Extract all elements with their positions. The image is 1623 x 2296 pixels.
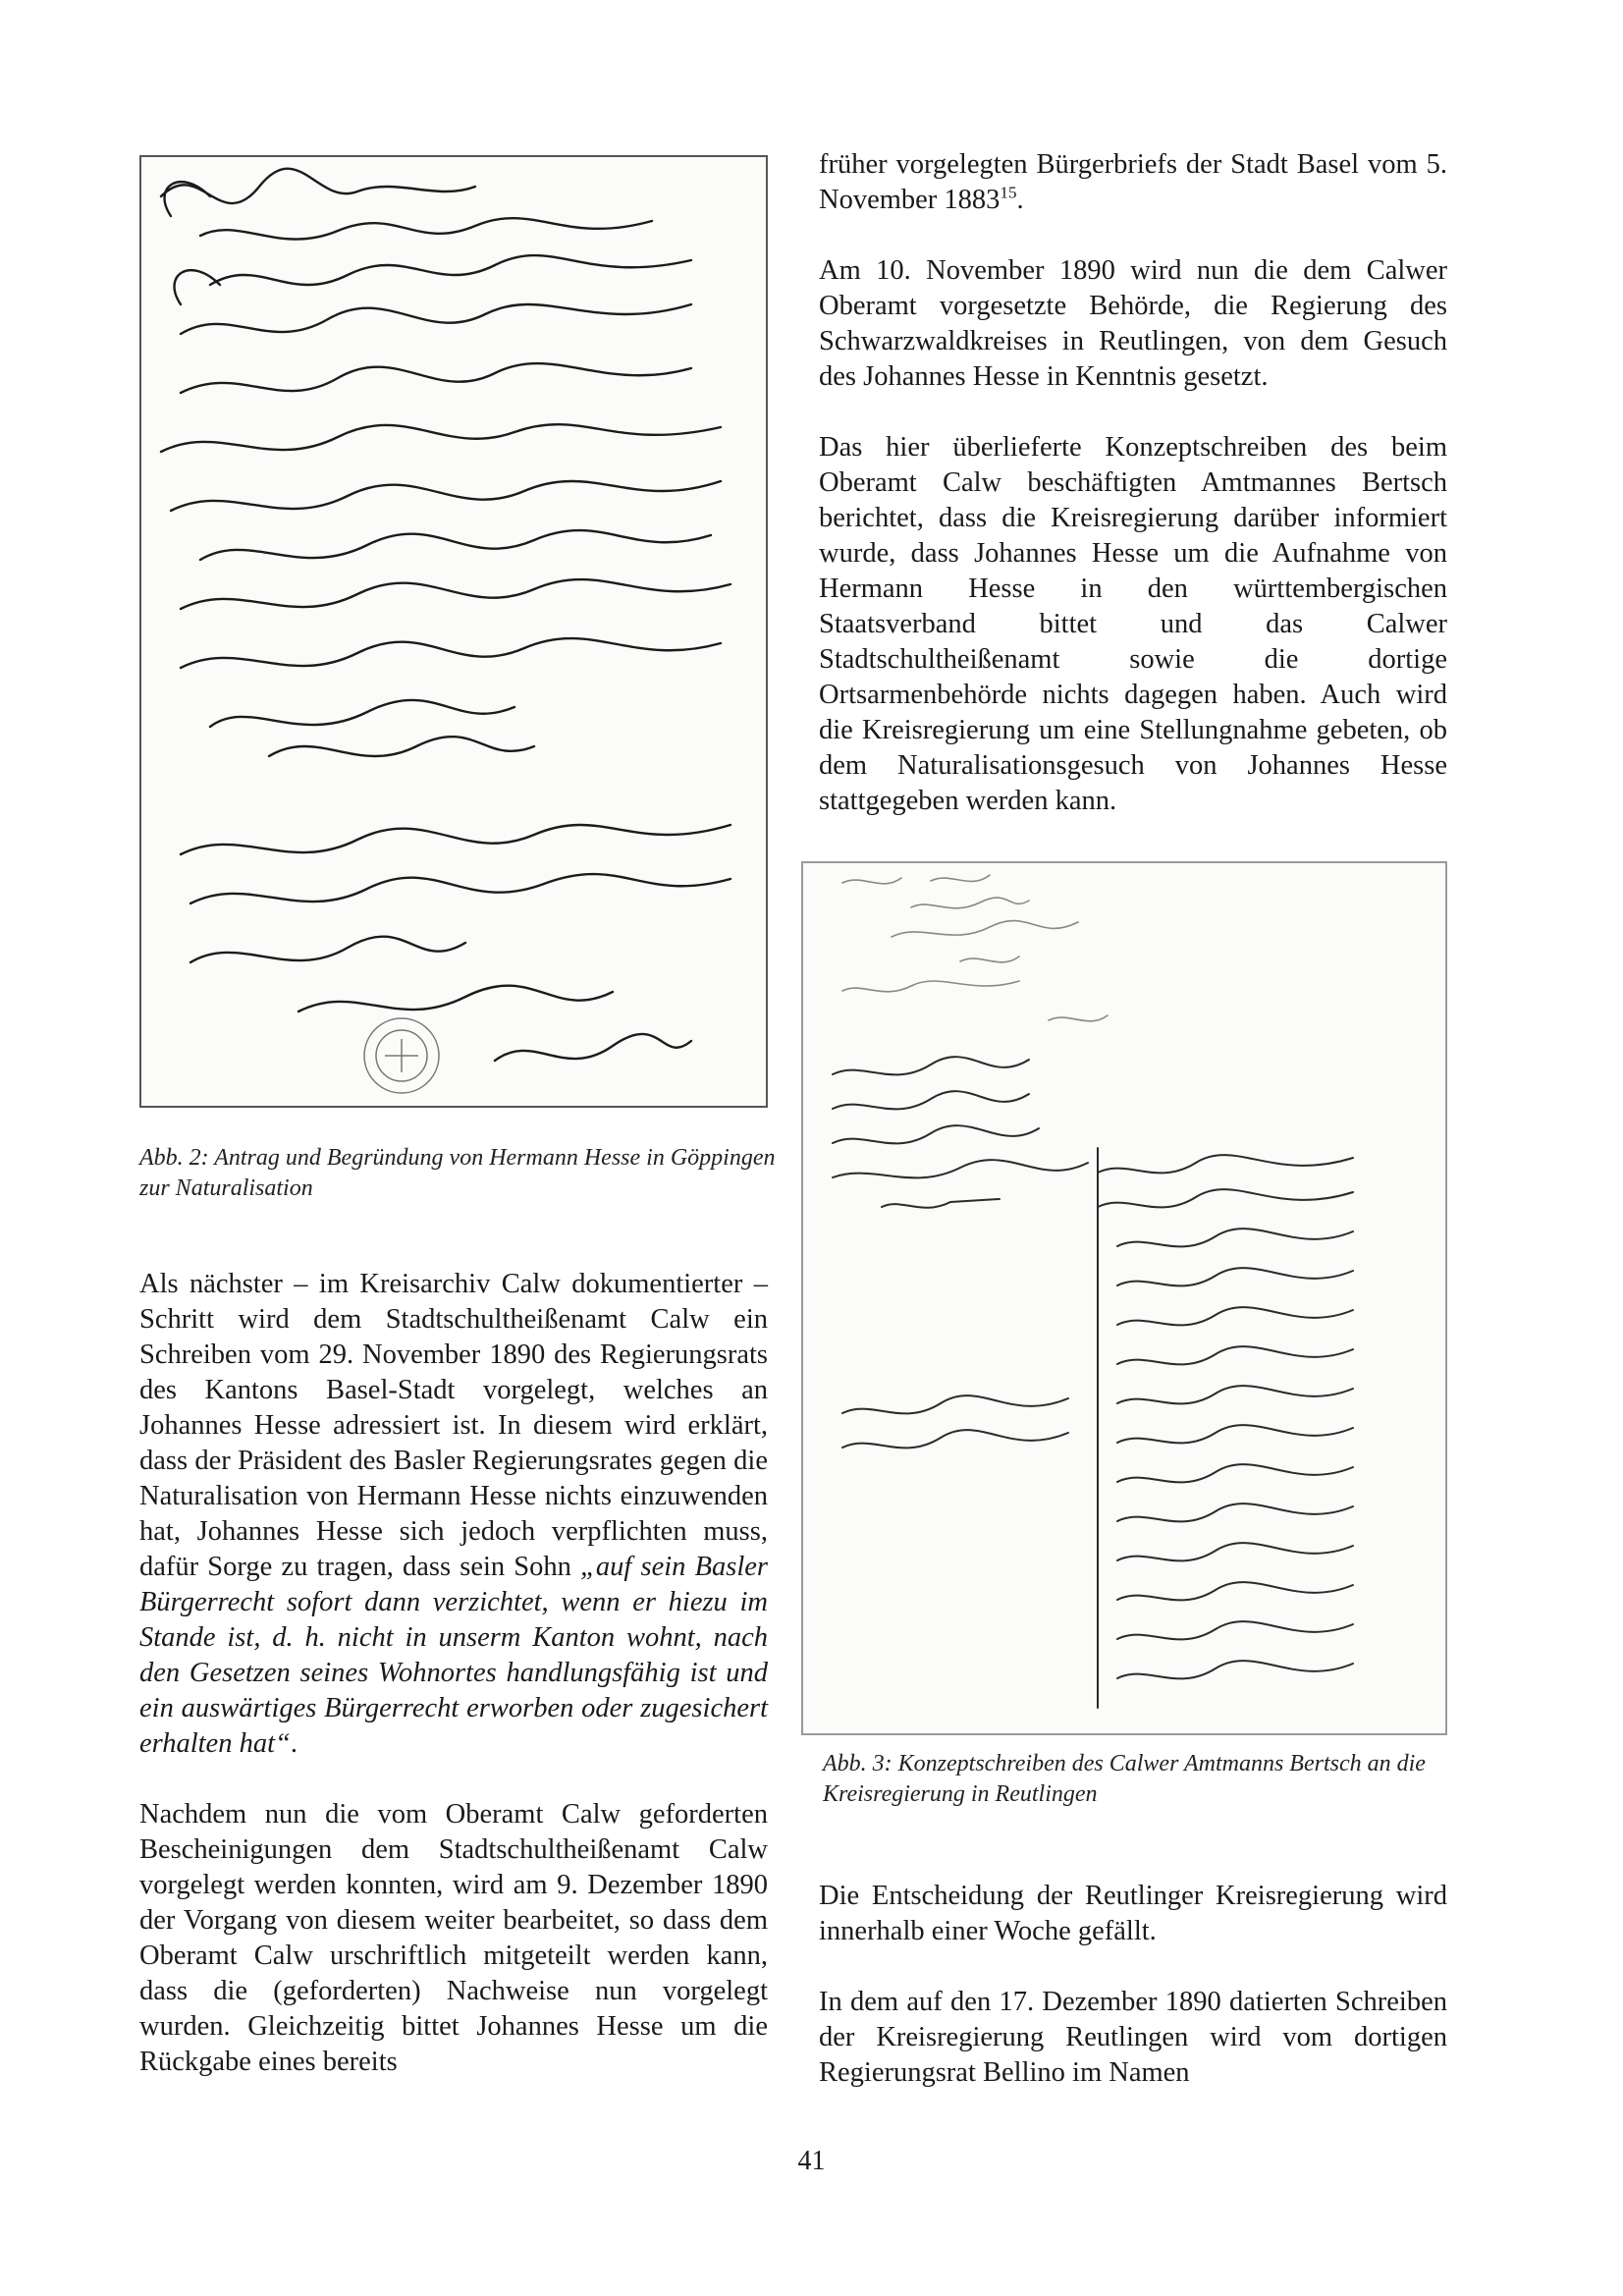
paragraph: In dem auf den 17. Dezember 1890 datierten Schreiben der Kreisregierung Reutlingen wird vom dortigen Regierungsrat Bellino im Namen (819, 1987, 1447, 2088)
paragraph: Die Entscheidung der Reutlinger Kreisregierung wird innerhalb einer Woche gefällt. (819, 1881, 1447, 1946)
handwriting-facsimile-2 (803, 863, 1445, 1733)
paragraph (139, 1267, 768, 1762)
paragraph-text: Als nächster – im Kreisarchiv Calw dokumentierter – Schritt wird dem Stadtschultheißenamt Calw ein Schreiben vom 29. November 1890 des Regierungsrats des Kantons Basel-Stadt vorgelegt, welches an Johannes Hesse adressiert ist. In diesem wird erklärt, dass der Präsident des Basler Regierungsrates gegen die Naturalisation von Hermann Hesse nichts einzuwenden hat, Johannes Hesse sich jedoch verpflichten muss, dafür Sorge zu tragen, dass sein Sohn (139, 1269, 768, 1582)
punctuation: . (1016, 185, 1024, 215)
right-text-column (819, 147, 1447, 854)
seal-stamp (364, 1018, 439, 1093)
handwriting-facsimile-1 (141, 157, 766, 1106)
punctuation: . (290, 1728, 298, 1759)
figure-caption-abb2: Abb. 2: Antrag und Begründung von Hermann Hesse in Göppingen zur Naturalisation (139, 1145, 776, 1201)
right-text-column-lower (819, 1879, 1447, 2091)
paragraph: Das hier überlieferte Konzeptschreiben des beim Oberamt Calw beschäftigten Amtmannes Bertsch berichtet, dass die Kreisregierung darüber informiert wurde, dass Johannes Hesse um die Aufnahme von Hermann Hesse in den württembergischen Staatsverband bittet und das Calwer Stadtschultheißenamt sowie die dortige Ortsarmenbehörde nichts dagegen haben. Auch wird die Kreisregierung um eine Stellungnahme gebeten, ob dem Naturalisationsgesuch von Johannes Hesse stattgegeben werden kann. (819, 432, 1447, 816)
paragraph: Nachdem nun die vom Oberamt Calw geforderten Bescheinigungen dem Stadtschultheißenamt Calw vorgelegt werden konnten, wird am 9. Dezember 1890 der Vorgang von diesem weiter bearbeitet, so dass dem Oberamt Calw urschriftlich mitgeteilt werden kann, dass die (geforderten) Nachweise nun vorgelegt wurden. Gleichzeitig bittet Johannes Hesse um die Rückgabe eines bereits (139, 1799, 768, 2077)
figure-caption-abb3: Abb. 3: Konzeptschreiben des Calwer Amtmanns Bertsch an die Kreisregierung in Reutlingen (823, 1751, 1426, 1807)
footnote-marker: 15 (1000, 183, 1017, 202)
paragraph: Am 10. November 1890 wird nun die dem Calwer Oberamt vorgesetzte Behörde, die Regierung des Schwarzwaldkreises in Reutlingen, von dem Gesuch des Johannes Hesse in Kenntnis gesetzt. (819, 255, 1447, 392)
paragraph-text: früher vorgelegten Bürgerbriefs der Stadt Basel vom 5. November 1883 (819, 149, 1447, 215)
paragraph (819, 147, 1447, 218)
page-number: 41 (797, 2146, 826, 2176)
left-text-column (139, 1267, 768, 2080)
figure-handwritten-application (139, 155, 768, 1108)
figure-concept-letter (801, 861, 1447, 1735)
quoted-passage: „auf sein Basler Bürgerrecht sofort dann verzichtet, wenn er hiezu im Stande ist, d. h. nicht in unserm Kanton wohnt, nach den Gesetzen seines Wohnortes handlungsfähig ist und ein auswärtiges Bürgerrecht erworben oder zugesichert erhalten hat“ (139, 1552, 768, 1759)
